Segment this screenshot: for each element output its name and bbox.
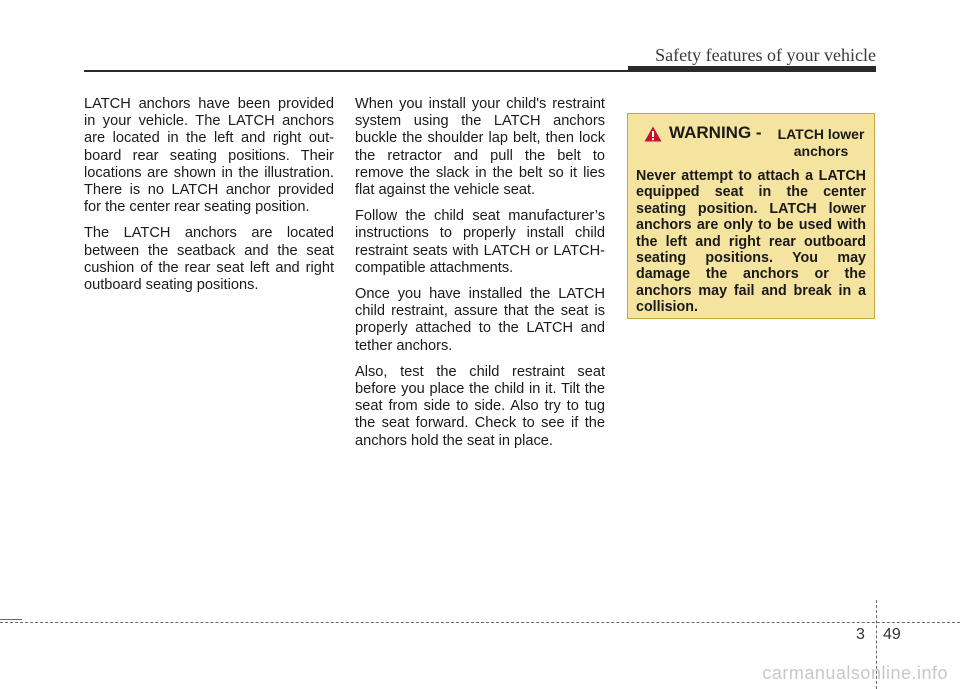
footer-rule [0,622,960,623]
header-rule-accent [628,66,876,72]
section-title: Safety features of your vehicle [655,45,876,65]
middle-paragraph-1: When you install your child's restraint system using the LATCH anchors buckle the shoulder lap belt, then lock the retractor and pull the belt to remove the slack in the belt so it lies flat against the vehicle seat. [355,96,605,199]
warning-title: LATCH lower anchors [777,126,865,159]
middle-paragraph-4: Also, test the child restraint seat before you place the child in it. Tilt the seat from side to side. Also try to tug the seat forward. Check to see if the anchors hold the seat in place. [355,363,605,449]
warning-label: WARNING - [669,123,762,142]
middle-column [355,96,605,459]
left-paragraph-1: LATCH anchors have been provided in your vehicle. The LATCH anchors are located in the left and right out-board rear seating positions. Their locations are shown in the illustration. There is no LATCH anchor provided for the center rear seating position. [84,96,334,216]
footer-rule-left [0,619,22,620]
warning-triangle-icon [644,126,662,142]
left-column [84,96,334,303]
watermark: carmanualsonline.info [762,663,948,683]
middle-paragraph-3: Once you have installed the LATCH child restraint, assure that the seat is properly attached to the LATCH and tether anchors. [355,286,605,354]
middle-paragraph-2: Follow the child seat manufacturer’s instructions to properly install child restraint seats with LATCH or LATCH-compatible attachments. [355,208,605,276]
warning-body: Never attempt to attach a LATCH equipped seat in the center seating position. LATCH lower anchors are only to be used with the left and right rear outboard seating positions. You may damage the anchors or the anchors may fail and break in a collision. [636,168,866,316]
warning-box [627,113,875,319]
chapter-number: 3 [856,626,865,643]
warning-header [636,122,866,158]
page-number: 49 [883,626,901,643]
left-paragraph-2: The LATCH anchors are located between the seatback and the seat cushion of the rear seat left and right outboard seating positions. [84,225,334,294]
